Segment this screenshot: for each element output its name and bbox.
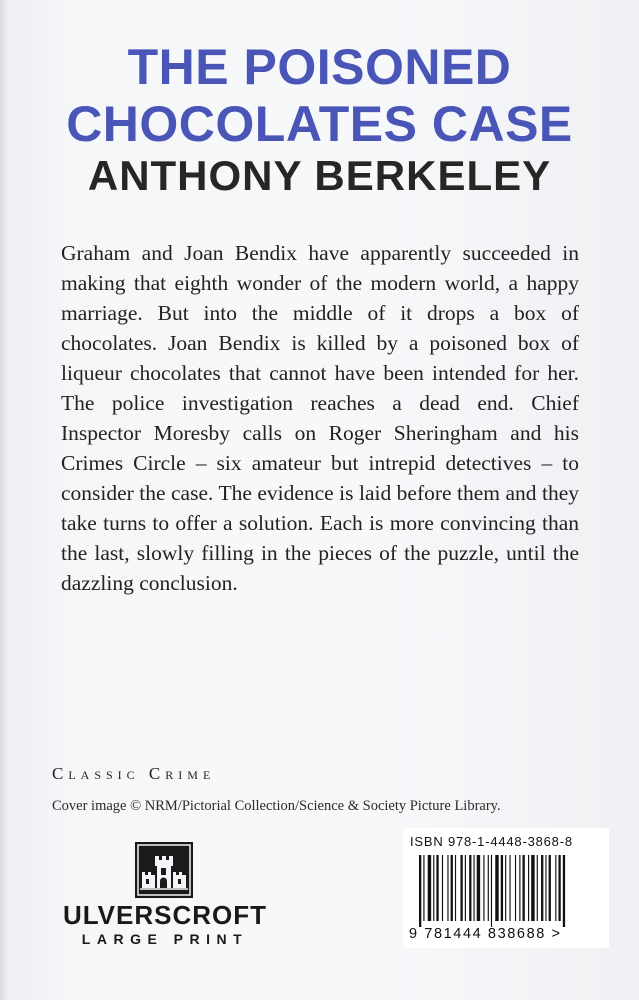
barcode-panel [403,828,609,948]
castle-tower-icon [135,842,193,898]
cover-image-credit: Cover image © NRM/Pictorial Collection/Science & Society Picture Library. [52,798,501,814]
book-author: ANTHONY BERKELEY [87,152,552,199]
book-blurb: Graham and Joan Bendix have apparently succeeded in making that eighth wonder of the modern world, a happy marriage. But into the middle of it drops a box of chocolates. Joan Bendix is killed by a poisoned box of liqueur chocolates that cannot have been intended for her. The police investigation reaches a dead end. Chief Inspector Moresby calls on Roger Sheringham and his Crimes Circle – six amateur but intrepid detectives – to consider the case. The evidence is laid before them and they take turns to offer a solution. Each is more convincing than the last, slowly filling in the pieces of the puzzle, until the dazzling conclusion. [61,241,579,595]
publisher-name: ULVERSCROFT [62,900,268,930]
isbn-label: ISBN 978-1-4448-3868-8 [410,834,573,849]
barcode-digits: 9 781444 838688 > [409,926,562,942]
series-label: Classic Crime [52,764,216,783]
barcode-bars [409,855,604,927]
book-title-line-1: THE POISONED [127,39,512,95]
book-title-line-2: CHOCOLATES CASE [66,96,573,152]
publisher-subtitle: LARGE PRINT [81,931,249,947]
publisher-block [47,842,267,952]
